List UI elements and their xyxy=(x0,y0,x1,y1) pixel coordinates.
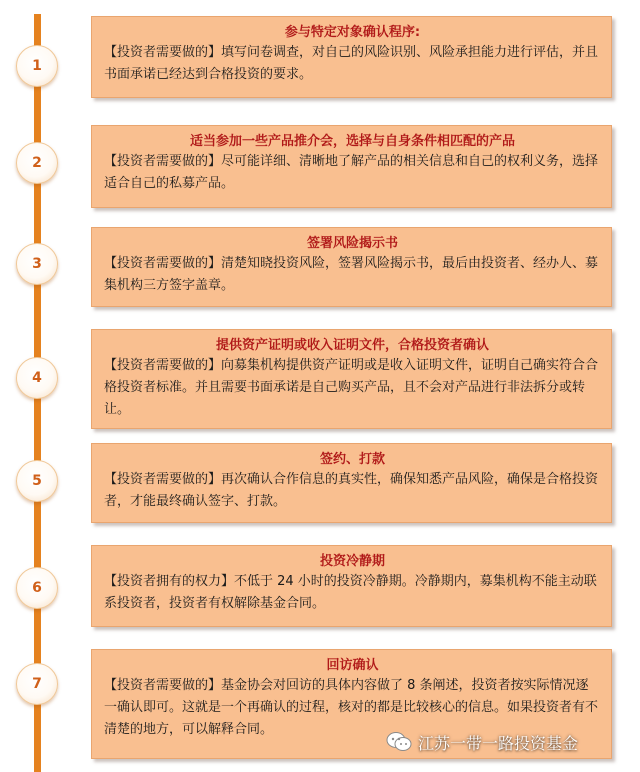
step-title: 投资冷静期 xyxy=(319,554,385,569)
step-card xyxy=(91,329,612,429)
watermark xyxy=(386,728,578,756)
step-number: 4 xyxy=(32,370,42,386)
step-description: 【投资者需要做的】基金协会对回访的具体内容做了 8 条阐述，投资者按实际情况逐一确认即可。这就是一个再确认的过程，核对的都是比较核心的信息。如果投资者有不清楚的地方，可以解释合同。 xyxy=(104,678,599,737)
step-title: 签署风险揭示书 xyxy=(306,236,398,251)
step-title: 适当参加一些产品推介会，选择与自身条件相匹配的产品 xyxy=(189,134,515,149)
step-number: 6 xyxy=(32,580,42,596)
step-number-badge xyxy=(16,663,58,705)
step-title: 回访确认 xyxy=(326,658,379,673)
watermark-text: 江苏一带一路投资基金 xyxy=(418,733,579,753)
step-card xyxy=(91,545,612,627)
step-card xyxy=(91,125,612,208)
step-description: 【投资者需要做的】填写问卷调查，对自己的风险识别、风险承担能力进行评估，并且书面承诺已经达到合格投资的要求。 xyxy=(104,45,599,82)
step-number-badge xyxy=(16,45,58,87)
step-description: 【投资者需要做的】清楚知晓投资风险，签署风险揭示书，最后由投资者、经办人、募集机构三方签字盖章。 xyxy=(104,256,599,293)
wechat-icon xyxy=(386,731,412,753)
step-card xyxy=(91,443,612,523)
step-number: 5 xyxy=(32,473,42,489)
step-title: 参与特定对象确认程序: xyxy=(284,25,421,40)
step-card xyxy=(91,16,612,98)
step-number: 3 xyxy=(32,256,42,272)
step-description: 【投资者需要做的】尽可能详细、清晰地了解产品的相关信息和自己的权利义务，选择适合自己的私募产品。 xyxy=(104,154,599,191)
step-number: 2 xyxy=(32,155,42,171)
step-description: 【投资者拥有的权力】不低于 24 小时的投资冷静期。冷静期内，募集机构不能主动联系投资者，投资者有权解除基金合同。 xyxy=(104,574,597,611)
step-description: 【投资者需要做的】再次确认合作信息的真实性，确保知悉产品风险，确保是合格投资者，才能最终确认签字、打款。 xyxy=(104,472,599,509)
step-description: 【投资者需要做的】向募集机构提供资产证明或是收入证明文件，证明自己确实符合合格投资者标准。并且需要书面承诺是自己购买产品，且不会对产品进行非法拆分或转让。 xyxy=(104,358,599,417)
step-number-badge xyxy=(16,357,58,399)
step-title: 提供资产证明或收入证明文件，合格投资者确认 xyxy=(215,338,489,353)
step-card xyxy=(91,227,612,307)
step-number-badge xyxy=(16,243,58,285)
step-number-badge xyxy=(16,142,58,184)
step-number: 1 xyxy=(32,58,42,74)
step-number-badge xyxy=(16,567,58,609)
step-number: 7 xyxy=(32,676,42,692)
step-number-badge xyxy=(16,460,58,502)
step-title: 签约、打款 xyxy=(319,452,385,467)
